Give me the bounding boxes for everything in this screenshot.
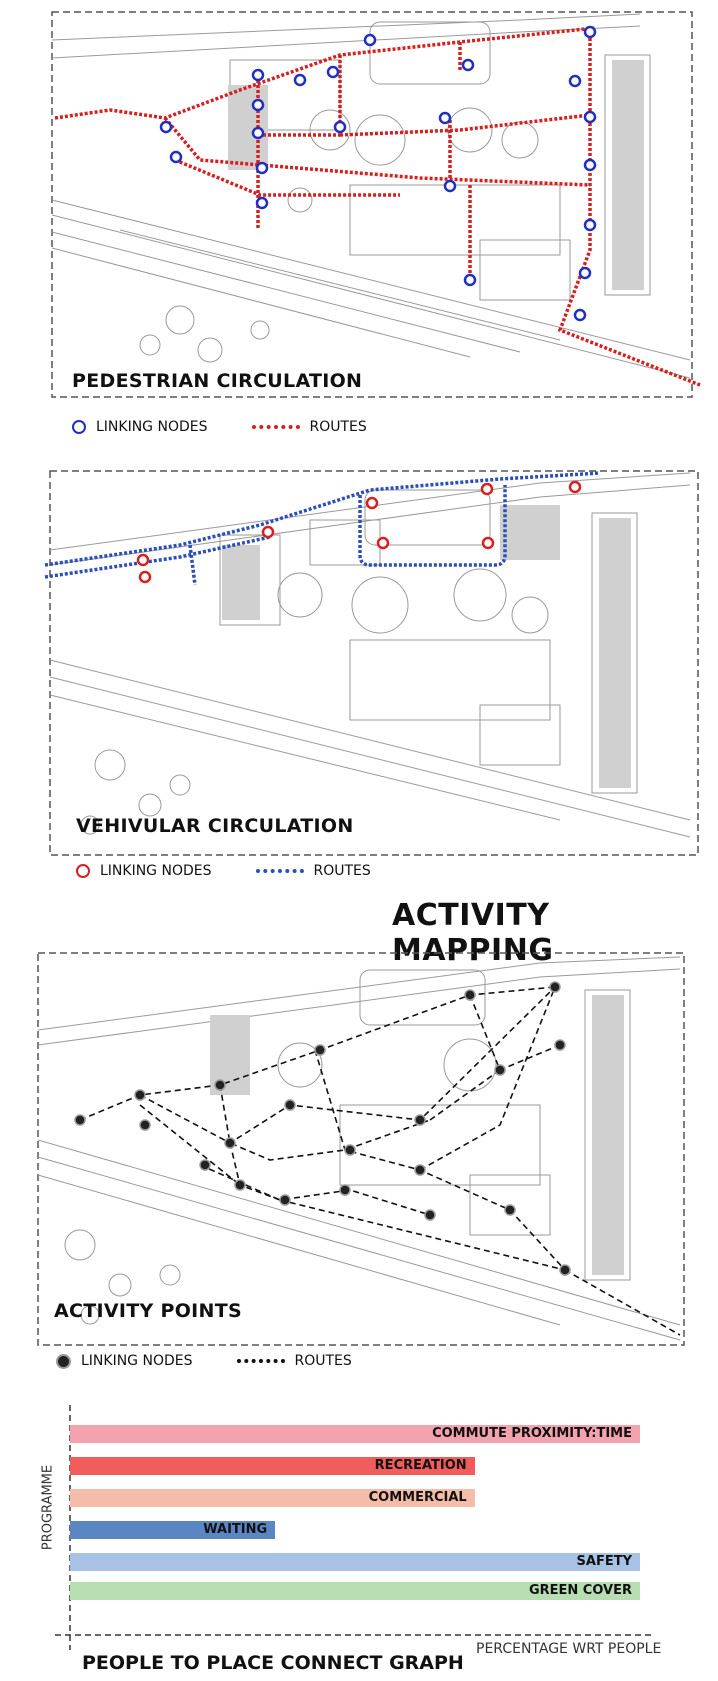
section-title: ACTIVITY MAPPING — [392, 898, 554, 968]
bar-waiting: WAITING — [70, 1521, 275, 1539]
graph-title: PEOPLE TO PLACE CONNECT GRAPH — [82, 1652, 464, 1674]
bar-recreation: RECREATION — [70, 1457, 475, 1475]
vehicular-site-plan — [0, 465, 718, 870]
pedestrian-title: PEDESTRIAN CIRCULATION — [72, 370, 363, 392]
activity-site-plan — [0, 945, 718, 1350]
blue-route-line-icon — [256, 869, 304, 873]
activity-routes — [80, 987, 680, 1335]
bar-green-cover: GREEN COVER — [70, 1582, 640, 1600]
bar-safety: SAFETY — [70, 1553, 640, 1571]
activity-legend-nodes: LINKING NODES — [81, 1353, 193, 1369]
pedestrian-routes — [55, 28, 700, 385]
vehicular-legend-nodes: LINKING NODES — [100, 863, 212, 879]
pedestrian-legend — [72, 419, 367, 435]
pedestrian-panel — [0, 0, 718, 440]
black-route-line-icon — [237, 1359, 285, 1363]
activity-panel — [0, 945, 718, 1385]
vehicular-title: VEHIVULAR CIRCULATION — [76, 815, 354, 837]
y-axis-label: PROGRAMME — [40, 1464, 56, 1551]
pedestrian-linking-nodes — [161, 27, 595, 320]
activity-linking-nodes — [75, 982, 570, 1275]
bar-commute-proximity-time: COMMUTE PROXIMITY:TIME — [70, 1425, 640, 1443]
pedestrian-site-plan — [0, 0, 718, 410]
vehicular-panel — [0, 465, 718, 905]
activity-legend — [56, 1353, 352, 1369]
red-route-line-icon — [252, 425, 300, 429]
graph-axes — [0, 1405, 718, 1681]
x-axis-label: PERCENTAGE WRT PEOPLE — [476, 1641, 662, 1657]
bar-commercial: COMMERCIAL — [70, 1489, 475, 1507]
red-node-icon — [76, 864, 90, 878]
blue-node-icon — [72, 420, 86, 434]
activity-title: ACTIVITY POINTS — [54, 1300, 242, 1322]
pedestrian-legend-routes: ROUTES — [309, 419, 367, 435]
connect-graph — [0, 1405, 718, 1681]
pedestrian-legend-nodes: LINKING NODES — [96, 419, 208, 435]
dark-node-icon — [56, 1354, 71, 1369]
vehicular-legend — [76, 863, 371, 879]
vehicular-legend-routes: ROUTES — [313, 863, 371, 879]
activity-legend-routes: ROUTES — [294, 1353, 352, 1369]
